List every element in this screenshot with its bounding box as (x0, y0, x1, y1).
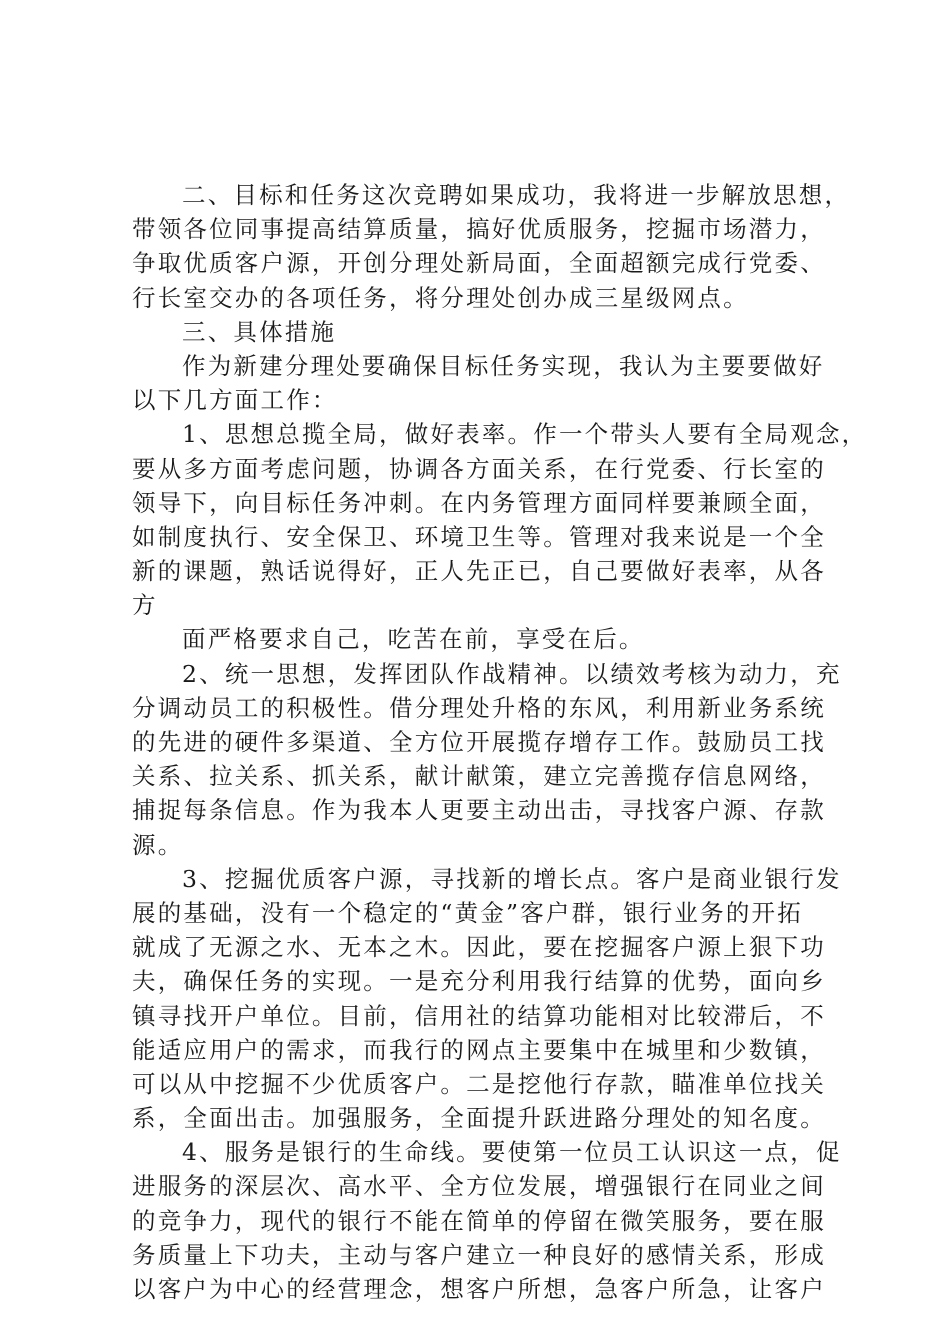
text-line: 捕捉每条信息。作为我本人更要主动出击，寻找客户源、存款 (132, 796, 826, 825)
text-line: 可以从中挖掘不少优质客户。二是挖他行存款，瞄准单位找关 (132, 1069, 826, 1098)
text-line: 分调动员工的积极性。借分理处升格的东风，利用新业务系统 (132, 693, 826, 722)
text-line: 以下几方面工作： (132, 386, 338, 415)
text-line: 面严格要求自己，吃苦在前，享受在后。 (182, 625, 645, 654)
text-line: 夫，确保任务的实现。一是充分利用我行结算的优势，面向乡 (132, 967, 826, 996)
text-line: 方 (132, 591, 158, 620)
text-line: 三、具体措施 (182, 317, 337, 346)
document-body (132, 178, 868, 1306)
text-line: 关系、拉关系、抓关系，献计献策，建立完善揽存信息网络， (132, 762, 826, 791)
text-line: 作为新建分理处要确保目标任务实现，我认为主要要做好 (182, 351, 825, 380)
text-line: 要从多方面考虑问题，协调各方面关系，在行党委、行长室的 (132, 454, 826, 483)
text-line: 新的课题，熟话说得好，正人先正已，自己要做好表率，从各 (132, 557, 826, 586)
text-line: 争取优质客户源，开创分理处新局面，全面超额完成行党委、 (132, 249, 826, 278)
text-line: 2、统一思想，发挥团队作战精神。以绩效考核为动力，充 (182, 659, 842, 688)
text-line: 1、思想总揽全局，做好表率。作一个带头人要有全局观念， (182, 420, 868, 449)
text-line: 领导下，向目标任务冲刺。在内务管理方面同样要兼顾全面， (132, 488, 826, 517)
text-line: 的竞争力，现代的银行不能在简单的停留在微笑服务，要在服 (132, 1206, 826, 1235)
text-line: 行长室交办的各项任务，将分理处创办成三星级网点。 (132, 283, 749, 312)
text-line: 进服务的深层次、高水平、全方位发展，增强银行在同业之间 (132, 1172, 826, 1201)
text-line: 3、挖掘优质客户源，寻找新的增长点。客户是商业银行发 (182, 864, 842, 893)
text-line: 带领各位同事提高结算质量，搞好优质服务，挖掘市场潜力， (132, 215, 826, 244)
text-line: 的先进的硬件多渠道、全方位开展揽存增存工作。鼓励员工找 (132, 728, 826, 756)
text-line: 二、目标和任务这次竞聘如果成功，我将进一步解放思想， (182, 181, 851, 209)
text-line: 就成了无源之水、无本之木。因此，要在挖掘客户源上狠下功 (132, 933, 826, 962)
text-line: 4、服务是银行的生命线。要使第一位员工认识这一点，促 (182, 1138, 842, 1167)
text-line: 务质量上下功夫，主动与客户建立一种良好的感情关系，形成 (132, 1240, 826, 1269)
text-line: 能适应用户的需求，而我行的网点主要集中在城里和少数镇， (132, 1035, 826, 1064)
text-line: 镇寻找开户单位。目前，信用社的结算功能相对比较滞后，不 (132, 1001, 826, 1030)
text-line: 如制度执行、安全保卫、环境卫生等。管理对我来说是一个全 (132, 522, 826, 551)
text-line: 展的基础，没有一个稳定的“黄金”客户群，银行业务的开拓 (132, 898, 803, 927)
text-line: 系，全面出击。加强服务，全面提升跃进路分理处的知名度。 (132, 1104, 826, 1133)
text-line: 以客户为中心的经营理念，想客户所想，急客户所急，让客户 (132, 1275, 826, 1303)
text-line: 源。 (132, 830, 184, 859)
